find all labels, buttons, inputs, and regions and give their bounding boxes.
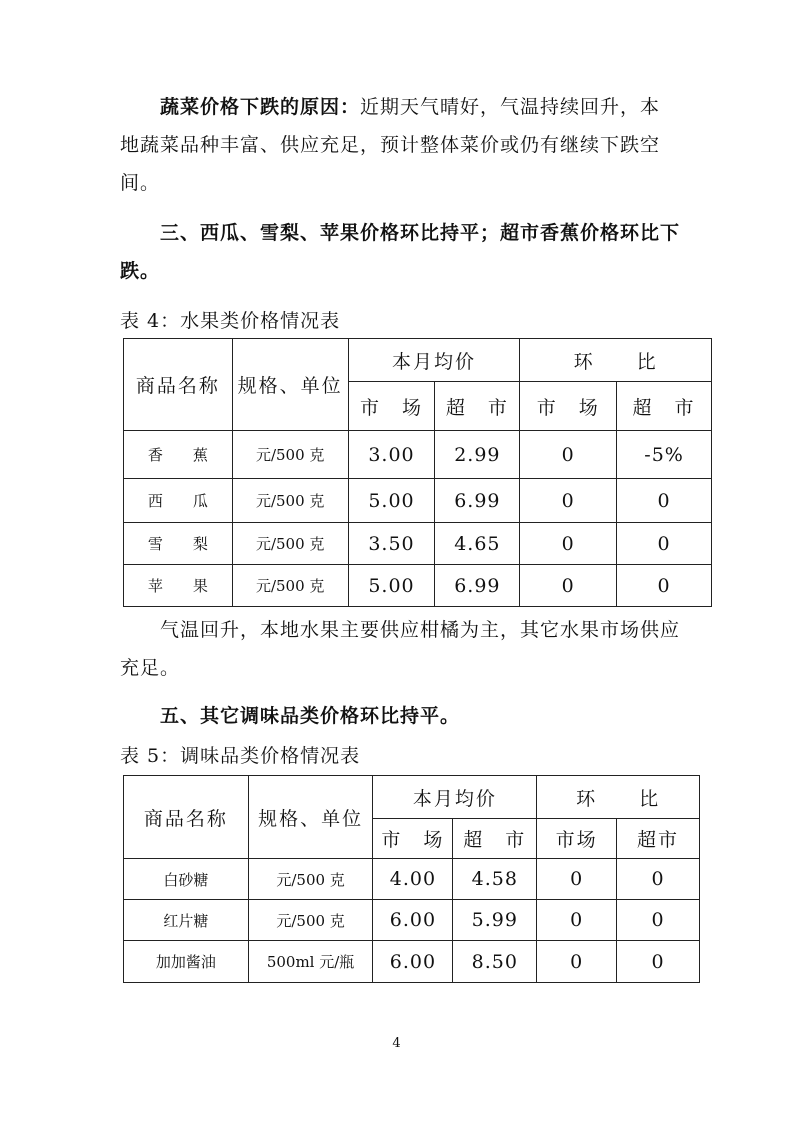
mom-market: 0: [520, 523, 617, 565]
mom-market: 0: [537, 941, 617, 983]
table-row: [124, 941, 700, 983]
header-avg-market: 市 场: [348, 382, 435, 431]
item-spec: 元/500 克: [232, 523, 348, 565]
avg-market: 4.00: [373, 859, 453, 900]
header-mom-market: 市场: [537, 819, 617, 859]
header-mom-market: 市 场: [520, 382, 617, 431]
header-spec: 规格、单位: [248, 776, 373, 859]
item-spec: 500ml 元/瓶: [248, 941, 373, 983]
page-number: 4: [392, 1036, 401, 1051]
item-spec: 元/500 克: [248, 900, 373, 941]
item-name: 白砂糖: [124, 859, 249, 900]
item-spec: 元/500 克: [232, 479, 348, 523]
header-avg-market: 市 场: [373, 819, 453, 859]
mom-supermarket: 0: [617, 859, 700, 900]
mom-supermarket: 0: [617, 941, 700, 983]
table-row: [124, 900, 700, 941]
mom-market: 0: [520, 565, 617, 607]
mom-market: 0: [537, 859, 617, 900]
section-three-heading: 三、西瓜、雪梨、苹果价格环比持平；超市香蕉价格环比下跌。: [120, 222, 681, 282]
avg-supermarket: 2.99: [435, 431, 520, 479]
avg-market: 6.00: [373, 900, 453, 941]
header-avg: 本月均价: [373, 776, 537, 819]
header-mom-supermarket: 超市: [617, 819, 700, 859]
avg-market: 5.00: [348, 479, 435, 523]
table5-caption: 表 5：调味品类价格情况表: [120, 745, 361, 767]
header-mom: 环 比: [520, 339, 712, 382]
mom-market: 0: [537, 900, 617, 941]
fruit-supply-paragraph: 气温回升，本地水果主要供应柑橘为主，其它水果市场供应充足。: [120, 619, 681, 679]
condiment-price-table: [123, 775, 700, 983]
avg-supermarket: 8.50: [453, 941, 537, 983]
table-row: [124, 479, 712, 523]
header-mom: 环 比: [537, 776, 700, 819]
vegetable-reason-paragraph: [120, 88, 680, 202]
item-name: 香 蕉: [124, 431, 233, 479]
avg-supermarket: 6.99: [435, 479, 520, 523]
vegetable-reason-text: 近期天气晴好，气温持续回升，本地蔬菜品种丰富、供应充足，预计整体菜价或仍有继续下跌空间。: [120, 96, 661, 194]
mom-supermarket: 0: [617, 900, 700, 941]
item-spec: 元/500 克: [232, 565, 348, 607]
avg-supermarket: 4.65: [435, 523, 520, 565]
mom-market: 0: [520, 479, 617, 523]
avg-supermarket: 4.58: [453, 859, 537, 900]
mom-supermarket: 0: [617, 523, 712, 565]
avg-market: 6.00: [373, 941, 453, 983]
avg-supermarket: 6.99: [435, 565, 520, 607]
avg-market: 3.50: [348, 523, 435, 565]
header-avg-supermarket: 超 市: [435, 382, 520, 431]
avg-supermarket: 5.99: [453, 900, 537, 941]
table4-caption: 表 4：水果类价格情况表: [120, 310, 341, 332]
item-spec: 元/500 克: [232, 431, 348, 479]
item-spec: 元/500 克: [248, 859, 373, 900]
header-name: 商品名称: [124, 776, 249, 859]
item-name: 苹 果: [124, 565, 233, 607]
avg-market: 5.00: [348, 565, 435, 607]
header-mom-supermarket: 超 市: [617, 382, 712, 431]
header-name: 商品名称: [124, 339, 233, 431]
header-avg: 本月均价: [348, 339, 520, 382]
header-avg-supermarket: 超 市: [453, 819, 537, 859]
mom-supermarket: 0: [617, 565, 712, 607]
mom-supermarket: 0: [617, 479, 712, 523]
item-name: 西 瓜: [124, 479, 233, 523]
table-row: [124, 859, 700, 900]
mom-supermarket: -5%: [617, 431, 712, 479]
vegetable-reason-lead: 蔬菜价格下跌的原因：: [160, 96, 361, 118]
mom-market: 0: [520, 431, 617, 479]
table-row: [124, 431, 712, 479]
table-row: [124, 523, 712, 565]
avg-market: 3.00: [348, 431, 435, 479]
item-name: 加加酱油: [124, 941, 249, 983]
item-name: 红片糖: [124, 900, 249, 941]
section-five-heading: 五、其它调味品类价格环比持平。: [160, 705, 461, 727]
fruit-price-table: [123, 338, 712, 607]
item-name: 雪 梨: [124, 523, 233, 565]
header-spec: 规格、单位: [232, 339, 348, 431]
table-row: [124, 565, 712, 607]
